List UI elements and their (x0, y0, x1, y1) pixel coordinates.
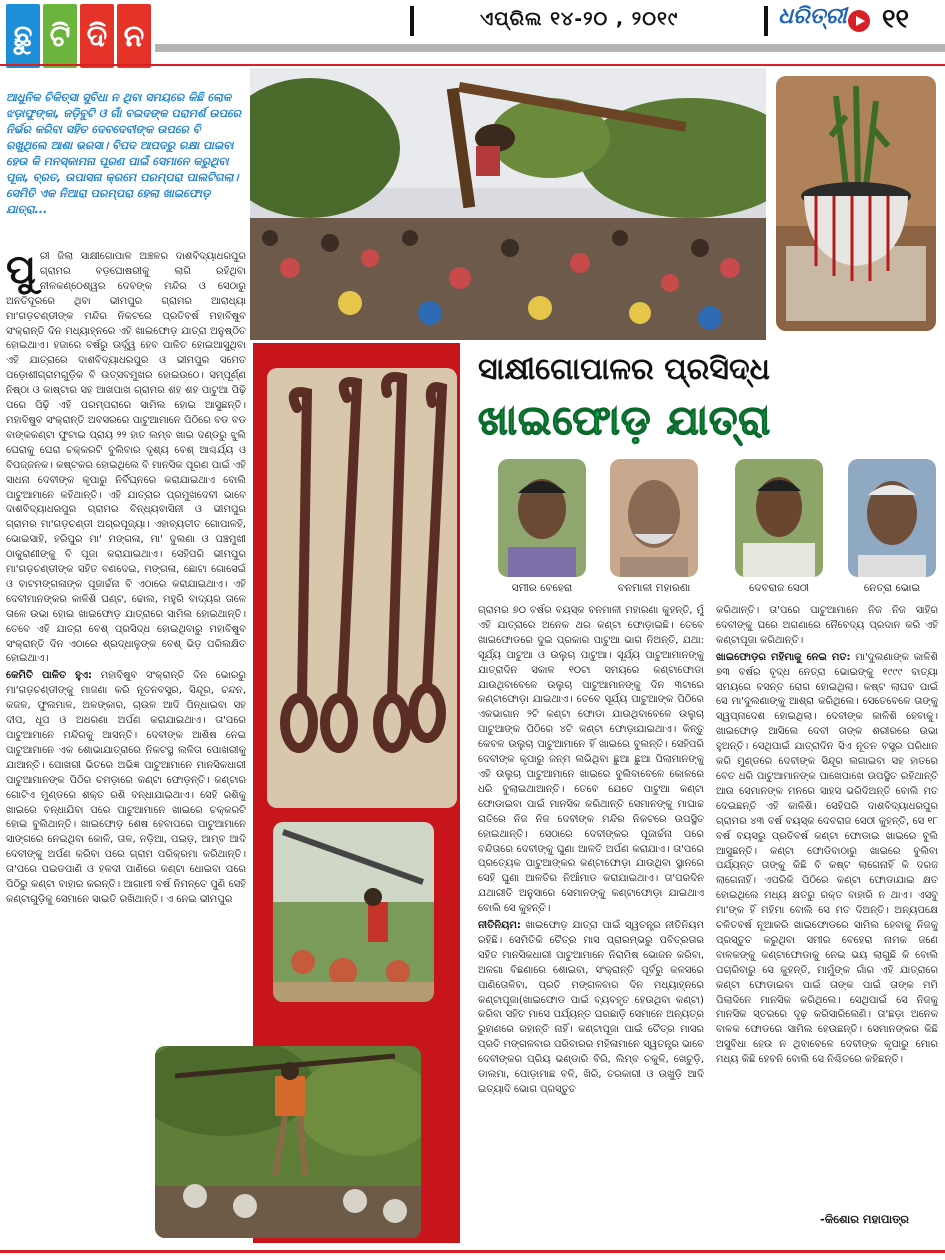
portrait-caption: ବନମାଳୀ ମହାରଣା (617, 582, 691, 594)
header-divider (410, 6, 414, 36)
portrait-photo (848, 459, 936, 577)
article-paragraph: ଗ୍ରାମର ୭୦ ବର୍ଷର ବୟସ୍କ ବନମାଳୀ ମହାରଣା କୁହନ୍ତି, ମୁଁ ଏହି ଯାତ୍ରାରେ ଅନେକ ଥର କଣ୍ଟା ଫୋଡ଼ାଇଛି। ତେବେ ଖାଇଫୋଡରେ ଦୁଇ ପ୍ରକାର ପାଟୁଆ ଭାଗ ନିଅନ୍ତି, ଯଥା: ସୂର୍ଯ୍ୟ ପାଟୁଆ ଓ ଉଲୁଚା ପାଟୁଆ। ସୂର୍ଯ୍ୟ ପାଟୁଆମାନଙ୍କୁ ଯାତ୍ରାଦିନ ସକାଳ ୧୦ଟା ସମୟରେ କଣ୍ଟାଫୋଡା ଯାଉଥିବାବେଳେ ଉଲୁଚା ପାଟୁଆମାନଙ୍କୁ ଦିନ ୩ଟାରେ କଣ୍ଟାଫୋଡ଼ା ଯାଇଥାଏ। ତେବେ ସୂର୍ଯ୍ୟ ପାଟୁଆଙ୍କ ପିଠିରେ ଏକଭାଗାନ ୨ଟି କଣ୍ଟା ଫୋଡା ଯାଉଥିବାବେଳେ ଉଲୁଚା ପାଟୁଆଙ୍କ ପିଠିରେ ୪ଟି କଣ୍ଟା ଫୋଡ଼ାଯାଇଥାଏ। କିନ୍ତୁ କେବଳ ଉଲୁଚା ପାଟୁଆମାନେ ହିଁ ଖାଇରେ ବୁଲନ୍ତି। ସେହିପରି ଦେବୀଙ୍କ କୃପାରୁ ଜନ୍ମ ଲଭିଥିବା ଛୁଆ ଛୁଆ ପିଲାମାନଙ୍କୁ ଏହି ଉଲୁଚା ପାଟୁଆମାନେ ଖାଇରେ ବୁଲିବାବେଳେ କୋଳରେ ଧରି ବୁଲାଇଥାଆନ୍ତି। ତେବେ ଯେତେ ପାଟୁଆ କଣ୍ଟା ଫୋଡାଇବା ପାଇଁ ମାନସିକ କରିଥାନ୍ତି ସେମାନଙ୍କୁ ମାଘାଚ୍ଚ ରାତିରେ ନିଜ ନିଜ ଦେବୀଙ୍କ ମନ୍ଦିର ନିକଟରେ ଉପସ୍ଥିତ ହୋଇଥାନ୍ତି। ସେଠାରେ ଦେବୀଙ୍କର ପୂଜାର୍ଚ୍ଚନା ପରେ ବନ୍ଦିତାରେ ଦେବୀଙ୍କୁ ଘୁଣା ଆଳତି ଅର୍ପଣ କରାଯାଏ। ତା'ପରେ ପ୍ରତ୍ୟେକ ପାଟୁଆଙ୍କର କଣ୍ଟାଫୋଡ଼ା ଯାଉଥିବା ସ୍ଥାନରେ ସେହି ଘୁଣା ଆଳତିର ନିଆଁମାଡ କରାଯାଇଥାଏ। ତା'ପରଦିନ ଯଥାରୀତି ଅନୁସାରେ ସେମାନଙ୍କୁ କଣ୍ଟାଫୋଡ଼ା ଯାଇଥାଏ ବୋଲି ସେ କୁହନ୍ତି। (478, 605, 704, 915)
header-rule-red (0, 64, 945, 66)
article-paragraph: ଖାଇଫୋଡ଼ ଯାତ୍ରା ପାଇଁ ସ୍ୱତନ୍ତ୍ର ନୀତିନିୟମ ରହିଛି। ସେମିତିକି ଚୈତ୍ର ମାସ ପ୍ରାରମ୍ଭରୁ ପବିତ୍ରତାର ସହିତ ମାନସିକଧାରୀ ପାଟୁଆମାନେ ନିରାମିଷ ଭୋଜନ କରିବା, ଅଳଗା ବିଛଣାରେ ଶୋଇବା, ସଂକ୍ରାନ୍ତି ପୂର୍ବରୁ କଳସରେ ପାଣିତୋଳିବା, ପ୍ରତି ମଙ୍ଗଳବାର ଦିନ ମଧ୍ୟାହ୍ନରେ କଣ୍ଟାପୂଜା(ଖାଇଫୋଡ ପାଇଁ ବ୍ୟବହୃତ ହେଉଥିବା କଣ୍ଟା) କରିବା ସହିତ ମାସେ ପର୍ଯ୍ୟନ୍ତ ଘରଛାଡ଼ି ସେମାନେ ଅନ୍ୟତ୍ର ରୁହାଣରେ ରହାନ୍ତି ନାହିଁ। କଣ୍ଟାପୂଜା ପାଇଁ ଚୈତ୍ର ମାସର ପ୍ରତି ମଙ୍ଗଳବାର ପରିବାରର ମହିଳାମାନେ ସ୍ୱତନ୍ତ୍ର ଭାବେ ଦେବୀଙ୍କର ପ୍ରିୟ ଭଣ୍ଡାରି ବିରି, ଲିମ୍ବ ଚକୁଳି, ଖେଚୁଡ଼ି, ଡାଲମା, ପୋଡ଼ାମାଛ ବଳି, ଖିରି, ତରକାରୀ ଓ ଉଖୁଡ଼ି ଆଦି ଇତ୍ୟାଦି ଭୋଗ ପ୍ରସ୍ତୁତ (478, 920, 704, 1095)
portrait-caption: ଦେବରାଜ ସେଠୀ (749, 582, 809, 594)
portrait-photo (610, 459, 698, 577)
issue-date: ଏପ୍ରିଲ ୧୪-୨୦ , ୨୦୧୯ (480, 8, 679, 30)
headline-line1: ସାକ୍ଷୀଗୋପାଳର ପ୍ରସିଦ୍ଧ (478, 352, 770, 387)
ritual-photo-2 (273, 822, 434, 1002)
article-subhead: ଖାଇଫୋଡ଼ର ମହିମାକୁ ନେଇ ମତ: (716, 651, 851, 663)
drop-cap: ପୁ (6, 250, 36, 293)
article-paragraph: ରୀ ଜିଲା ସାକ୍ଷୀଗୋପାଳ ଅଞ୍ଚଳର ଦାଶବିଦ୍ୟାଧରପୁର ଗ୍ରାମର ବଡ଼ଘୋଷରୀକୁ ଲାଗି ରହିଥିବା ନୀଳକଣ୍ଠେଶ୍ୱର ଦେବଙ୍କ ମନ୍ଦିର ଓ ସେଠାରୁ ଅନତିଦୂରରେ ଥିବା ଭୀମପୁର ଗ୍ରାମର ଆରାଧ୍ୟା ମା'ଗଡ଼ଚଣ୍ଡୀଙ୍କ ମନ୍ଦିର ନିକଟରେ ପ୍ରତିବର୍ଷ ମହାବିଷୁବ ସଂକ୍ରାନ୍ତି ଦିନ ମଧ୍ୟାହ୍ନରେ ଏହି ଖାଇଫୋଡ଼ ଯାତ୍ରା ଅନୁଷ୍ଠିତ ହୋଇଥାଏ। ହଜାରେ ବର୍ଷରୁ ଊର୍ଦ୍ଧ୍ୱ ହେବ ପାଳିତ ହୋଇଆସୁଥିବା ଏହି ଯାତ୍ରାରେ ଦାଶବିଦ୍ୟାଧରପୁର ଓ ଭୀମପୁର ସମେତ ପଡ଼ୋଶୀଗ୍ରାମଗୁଡ଼ିକ ବି ଉତ୍ସବମୁଖର ହୋଇଉଠେ। ସମ୍ପୂର୍ଣ୍ଣ ନିଷ୍ଠା ଓ କାଷ୍ଟାର ସହ ଆଖପାଖ ଗ୍ରାମର ଶହ ଶହ ପାଟୁଆ ପିଢ଼ି ପରେ ପିଢ଼ି ଏହି ପରମ୍ପରାରେ ସାମିଲ ହୋଇ ଆସୁଛନ୍ତି। ମହାବିଷୁବ ସଂକ୍ରାନ୍ତି ଅବସରରେ ପାଟୁଆମାନେ ପିଠିରେ ବଡ ବଡ ବାଙ୍କକଣ୍ଟା ଫୁଟାଇ ପ୍ରାୟ ୨୨ ହାତ ଲମ୍ବ ଖାଇ ଦଣ୍ଡରୁ ଝୁଲି ଘେରାକୁ ଘେରା ଚକ୍କରଟି ବୁଲିବାର ଦୃଶ୍ୟ ବେଶ୍ ଆଶ୍ଚର୍ଯ୍ୟ ଓ ବିପଜ୍ଜନକ। କଷ୍ଟକର ହୋଇଥିଲେ ବି ମାନସିକ ପୂରଣ ପାଇଁ ଏହି ସାଧନା ଦେବୀଙ୍କ କୃପାରୁ ନିର୍ବିଘ୍ନରେ କରାଯାଇଥାଏ ବୋଲି ପାଟୁଆମାନେ କହିଥାନ୍ତି। ଏହି ଯାତ୍ରାର ପ୍ରମୁଖଦେବୀ ଭାବେ ଦାଶବିଦ୍ୟାଧରପୁର ଗ୍ରାମର ବିନ୍ଧ୍ୟବାସିନୀ ଓ ଭୀମପୁର ଗ୍ରାମର ମା'ଗଡ଼ଚଣ୍ଡୀ ଅଗ୍ରପୂଜ୍ୟା। ଏହାବ୍ୟତୀତ ଗୋପାଳହି, ଭୋଇସାହି, ହରିପୁର ମା' ମଙ୍ଗଳା, ମା' ଦୁଲଣା ଓ ପଞ୍ଚମୁଖୀ ଠାକୁରାଣୀଙ୍କୁ ବି ପୂଜା କରାଯାଇଥାଏ। ସେହିପରି ଭୀମପୁର ମା'ଗଡ଼ଚଣ୍ଡୀଙ୍କ ସହିତ ବଣଦେଇ, ମଙ୍ଗଳା, ଛୋଟା ଗୋସେଇଁ ଓ ବାଟମଙ୍ଗଳାଙ୍କ ପୂଜାର୍ଚ୍ଚନା ବି ଏଠାରେ କରାଯାଇଥାଏ। ଏହି ଦେବୀମାନଙ୍କର କାଳିଶି ଘଣ୍ଟ, ଢୋଲ, ମହୁରି ବାଦ୍ୟର ତାଳେ ତାଳେ ଉଭା ହୋଇ ଖାଇଫୋଡ଼ ଯାତ୍ରାରେ ସାମିଲ ହୋଇଥାନ୍ତି। ତେବେ ଏହି ଯାତ୍ରା ବେଶ୍ ପ୍ରସିଦ୍ଧ ହୋଇଥିବାରୁ ମହାବିଷୁବ ସଂକ୍ରାନ୍ତି ଦିନ ଏଠାରେ ଶ୍ରଦ୍ଧାଳୁଙ୍କ ବେଶ୍ ଭିଡ଼ ପରିଲକ୍ଷିତ ହୋଇଥାଏ। (6, 251, 246, 665)
section-title-tile: ଦି (80, 4, 114, 68)
author-byline: -କିଶୋର ମହାପାତ୍ର (820, 1212, 909, 1226)
section-title-tile: ଟି (43, 4, 77, 68)
article-column-1 (6, 250, 246, 1243)
article-column-3 (716, 604, 938, 1204)
page-number: ୧୧ (882, 4, 910, 34)
header-divider (764, 6, 768, 36)
section-title-tile: ନ (117, 4, 151, 68)
portrait-photo (498, 459, 586, 577)
portrait-caption: ସମୀର ବେହେରା (511, 582, 573, 594)
article-column-2 (478, 604, 704, 1240)
header-rule (155, 44, 945, 52)
section-title-tiles (6, 4, 151, 68)
publication-logo: ଧରିତ୍ରୀ (778, 4, 847, 29)
article-subhead: କେମିତି ପାଳିତ ହୁଏ: (6, 670, 92, 682)
headline-line2: ଖାଇଫୋଡ଼ ଯାତ୍ରା (478, 398, 772, 444)
portrait-caption: ନେତ୍ରା ଭୋଇ (863, 582, 921, 594)
article-paragraph: ମହାବିଷୁବ ସଂକ୍ରାନ୍ତି ଦିନ ଭୋରରୁ ମା'ଗଡ଼ଚଣ୍ଡୀଙ୍କୁ ମାଜଣା କରି ନୂତନବସ୍ତ୍ର, ସିନ୍ଦୂର, ଚନ୍ଦନ, କଜଳ, ଫୁଲମାଳ, ଅଳଙ୍କାର, ଚାଉଳ ଆଦି ପିନ୍ଧାଇବା ସହ ଦୀପ, ଧୂପ ଓ ଅଧରଣା ଅର୍ପଣ କରାଯାଇଥାଏ। ତା'ପରେ ପାଟୁଆମାନେ ମନ୍ଦିରକୁ ଆସନ୍ତି। ଦେବୀଙ୍କ ଆଶିଷ ନେଇ ପାଟୁଆମାନେ ଏକ ଶୋଭାଯାତ୍ରାରେ ନିକଟସ୍ଥ ଲଳିତା ପୋଖରୀକୁ ଯାଆନ୍ତି। ପୋଖରୀ ଭିତରେ ଅଭିଜ୍ଞ ପାଟୁଆମାନେ ମାନସିକଧାରୀ ପାଟୁଆମାନଙ୍କ ପିଠିର ଚମଡ଼ାରେ କଣ୍ଟା ଫୋଡ଼ନ୍ତି। କଣ୍ଟାର ଗୋଟିଏ ମୁଣ୍ଡରେ ଶକ୍ତ ରଶି ବନ୍ଧାଯାଇଥାଏ। ସେହି ରଶିକୁ ଖାଇରେ ବନ୍ଧାଯିବା ପରେ ପାଟୁଆମାନେ ଖାଇରେ ଚକ୍କରଟି ହୋଇ ବୁଲିଥାନ୍ତି। ଖାଇଫୋଡ଼ ଶେଷ ହେବାପରେ ପାଟୁଆମାନେ ସାଙ୍ଗରେ ନେଇଥିବା କୋଳି, ତାଳ, ନଡ଼ିଆ, ପଇଡ଼, ଆମ୍ବ ଆଦି ଦେବୀଙ୍କୁ ଅର୍ପଣ କରିବା ପରେ ଗ୍ରାମ ପରିକ୍ରମା କରିଥାନ୍ତି। ତା'ପରେ ପଇଡପାଣି ଓ ହଳଦୀ ପାଣିରେ କଣ୍ଟା ଧୋଇବା ପରେ ପିଠିରୁ କଣ୍ଟା ବାହାର କରନ୍ତି। ଆଗାମୀ ବର୍ଷ ନିମନ୍ତେ ପୁଣି ସେହି କଣ୍ଟାଗୁଡ଼ିକୁ ସେମାନେ ସାଇତି ରଖିଥାନ୍ତି। ଏ ନେଇ ଭୀମପୁର (6, 670, 246, 905)
article-paragraph: କରିଥାନ୍ତି। ତା'ପରେ ପାଟୁଆମାନେ ନିଜ ନିଜ ସାହିର ଦେବୀଙ୍କୁ ଘରେ ଅଗଣାରେ ନୈବେଦ୍ୟ ପ୍ରଦାନ କରି ଏହି କଣ୍ଟାପୂଜା କରିଥାନ୍ତି। (716, 605, 938, 646)
footer-rule (0, 1250, 945, 1253)
article-subhead: ନୀତିନିୟମ: (478, 920, 521, 932)
portrait-photo (735, 459, 823, 577)
play-icon (848, 10, 870, 32)
hook-pot-photo (776, 76, 936, 331)
intro-text: ଆଧୁନିକ ଚିକିତ୍ସା ସୁବିଧା ନ ଥିବା ସମୟରେ କିଛି ଲୋକ ଝଡ଼ାଫୁଙ୍କା, ଜଡ଼ିବୁଟି ଓ ଗାଁ ବଇଦଙ୍କ ପରାମର୍ଶ ଉପରେ ନିର୍ଭର କରିବା ସହିତ ଦେବଦେବୀଙ୍କ ଉପରେ ବି ରଖୁଥିଲେ ଆଶା ଭରସା। ବିପଦ ଆପଦରୁ ରକ୍ଷା ପାଇବା ହେଉ କି ମନସ୍କାମନା ପୂରଣ ପାଇଁ ସେମାନେ କରୁଥିବା ପୂଜା, ବ୍ରତ, ଉପାସନା କ୍ରମେ ପରମ୍ପରା ପାଲଟିଗଲା। ସେମିତି ଏକ ନିଆରା ପରମ୍ପରା ହେଲା ଖାଇଫୋଡ଼ ଯାତ୍ରା... (6, 91, 242, 216)
festival-crowd-photo (250, 68, 766, 340)
section-title-tile: ଛୁ (6, 4, 40, 68)
hooks-photo (267, 368, 457, 808)
article-paragraph: ମା'ଦୁଲଣାଙ୍କ କାଳିଶି ୭୩ ବର୍ଷର ବୃଦ୍ଧ ନେତ୍ରା ଭୋଇଙ୍କୁ ୧୯୯୯ ବାତ୍ୟା ସମୟରେ ବସନ୍ତ ରୋଗ ହୋଇଥିଲା। କଷ୍ଟ ଲାଘବ ପାଇଁ ସେ ମା'ଦୁଲଣାଙ୍କୁ ଆଶ୍ରା କରିଥିଲେ। ସେତେବେଳେ ତାଙ୍କୁ ସ୍ୱପ୍ନାଦେଶ ହୋଇଥିଲା। ଦେବୀଙ୍କ କାଳିଶି ହେବାକୁ। ଖାଇଫୋଡ଼ ଆସିଲେ ଦେବୀ ତାଙ୍କ ଶରୀରରେ ଉଭା ହୁଅନ୍ତି। ସେଥିପାଇଁ ଯାତ୍ରାଦିନ ସିଏ ନୂତନ ବସ୍ତ୍ର ପରିଧାନ କରି ମୁଣ୍ଡରେ ଦେବୀଙ୍କ ସିନ୍ଦୂର ଲଗାଇବା ସହ ହାତରେ ବେତ ଧରି ପାଟୁଆମାନଙ୍କ ପାଖେପାଖେ ଉପସ୍ଥିତ ରହିଥାନ୍ତି ଆଉ ସେମାନଙ୍କ ମନରେ ସାହସ ଭରିଦିଅନ୍ତି ବୋଲି ମତ ଦେଇଛନ୍ତି ଏହି କାଳିଶି। ସେହିପରି ଦାଶବିଦ୍ୟାଧରପୁର ଗ୍ରାମର ୪୩ ବର୍ଷ ବୟସ୍କ ଦେବରାଜ ସେଠୀ କୁହନ୍ତି, ସେ ୧୮ ବର୍ଷ ବୟସରୁ ପ୍ରତିବର୍ଷ କଣ୍ଟା ଫୋଡାଇ ଖାଇରେ ବୁଲି ଆସୁଛନ୍ତି। କଣ୍ଟା ଫୋଡିବାଠାରୁ ଖାଇରେ ବୁଲିବା ପର୍ଯ୍ୟନ୍ତ ତାଙ୍କୁ କିଛି ବି କଷ୍ଟ ଲାଗେନାହିଁ କି ଦରଜ ଲାଗେନାହିଁ। ଏପରିକି ପିଠିରେ କଣ୍ଟା ଫୋଡାଯାଇ କ୍ଷତ ହୋଇଥିଲେ ମଧ୍ୟ କ୍ଷତରୁ ରକ୍ତ ବାହାରି ନ ଥାଏ। ଏସବୁ ମା'ଙ୍କ ହିଁ ମହିମା ବୋଲି ସେ ମତ ଦିଅନ୍ତି। ଅନ୍ୟପକ୍ଷେ ଚଳିତବର୍ଷ ନୂଆକରି ଖାଇଫୋଡରେ ସାମିଲ ହେବାକୁ ନିଜକୁ ପ୍ରସ୍ତୁତ କରୁଥିବା ସମୀର ବେହେରା ନାମକ ଜଣେ ବାଳକଙ୍କୁ କଣ୍ଟାଫୋଡାକୁ ନେଇ ଭୟ ଲାଗୁଛି କି ବୋଲି ପଚାରିବାରୁ ସେ କୁହନ୍ତି, ମାମୁଁଙ୍କ ଗାଁର ଏହି ଯାତ୍ରାରେ କଣ୍ଟା ଫୋଡାଇବା ପାଇଁ ତାଙ୍କ ପାଇଁ ତାଙ୍କ ମମି ପିଲାଦିନେ ମାନସିକ କରିଥିଲେ। ସେଥିପାଇଁ ସେ ନିଜକୁ ମାନସିକ ସ୍ତରରେ ଦୃଢ଼ କରିସାରିଲେଣି। ତା'ଛଡ଼ା ଅନେକ ବାଳକ ଫୋଡରେ ସାମିଲ ହେଉଛନ୍ତି। ସେମାନଙ୍କର କିଛି ଅସୁବିଧା ହେଉ ନ ଥିବାବେଳେ ଦେବୀଙ୍କ କୃପାରୁ ମୋର ମଧ୍ୟ କିଛି ହେବନି ବୋଲି ସେ ନିଶ୍ଚିତରେ କହିଛନ୍ତି। (716, 651, 938, 1066)
